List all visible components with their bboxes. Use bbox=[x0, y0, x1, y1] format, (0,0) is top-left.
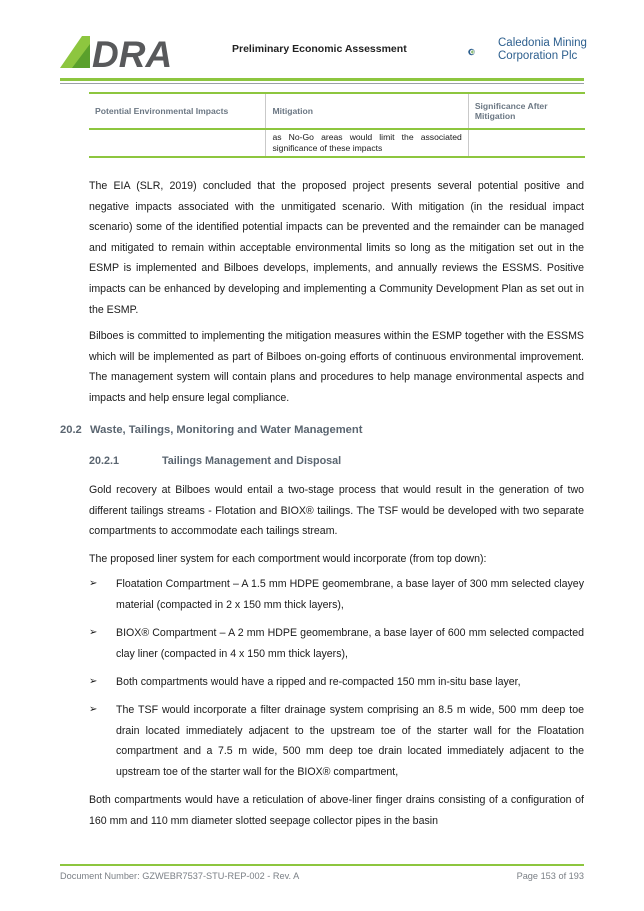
arrow-bullet-icon: ➢ bbox=[89, 578, 98, 589]
paragraph-eia-conclusion: The EIA (SLR, 2019) concluded that the proposed project presents several potential positive and negative impacts associated with the unmitigated scenario. With mitigation (in the residual impact scenario) some of the identified potential impacts can be prevented and the remainder can be managed and mitigated to remain within acceptable environmental limits so long as the mitigation set out in the ESMP is implemented and Bilboes develops, implements, and annually reviews the ESSMS. Positive impacts can be enhanced by developing and implementing a Community Development Plan as set out in the ESMP. bbox=[89, 180, 584, 316]
document-number: Document Number: GZWEBR7537-STU-REP-002 - Rev. A bbox=[60, 871, 300, 881]
list-item: ➢ BIOX® Compartment – A 2 mm HDPE geomembrane, a base layer of 600 mm selected compacted clay liner (compacted in 4 x 150 mm thick layers), bbox=[89, 623, 584, 664]
arrow-bullet-icon: ➢ bbox=[89, 676, 98, 687]
list-item: ➢ Both compartments would have a ripped and re-compacted 150 mm in-situ base layer, bbox=[89, 672, 584, 693]
document-title: Preliminary Economic Assessment bbox=[232, 43, 407, 55]
arrow-bullet-icon: ➢ bbox=[89, 627, 98, 638]
table-header-row bbox=[89, 93, 585, 129]
header-divider bbox=[60, 78, 584, 81]
caledonia-logo-text: Caledonia Mining Corporation Plc bbox=[498, 37, 587, 62]
list-item: ➢ The TSF would incorporate a filter drainage system comprising an 8.5 m wide, 500 mm deep toe drain located immediately adjacent to the upstream toe of the starter wall for the Floatation compartment and a 7.5 m wide, 500 mm deep toe drain located immediately adjacent to the upstream toe of the starter wall for the BIOX® compartment, bbox=[89, 700, 584, 782]
paragraph-liner-intro: The proposed liner system for each comportment would incorporate (from top down): bbox=[89, 553, 487, 565]
table-cell bbox=[89, 129, 266, 157]
page-number: Page 153 of 193 bbox=[516, 871, 584, 881]
header-divider-thin bbox=[60, 83, 584, 84]
column-header-significance: Significance After Mitigation bbox=[468, 93, 585, 129]
footer-divider bbox=[60, 864, 584, 866]
arrow-bullet-icon: ➢ bbox=[89, 704, 98, 715]
column-header-impacts: Potential Environmental Impacts bbox=[89, 93, 266, 129]
table-cell: as No-Go areas would limit the associated significance of these impacts bbox=[266, 129, 468, 157]
paragraph-gold-recovery: Gold recovery at Bilboes would entail a two-stage process that would result in the generation of two different tailings streams - Flotation and BIOX® tailings. The TSF would be developed with two separate compartments to accommodate each tailings stream. bbox=[89, 484, 584, 538]
svg-text:DRA: DRA bbox=[92, 34, 173, 70]
caledonia-logo-icon bbox=[468, 36, 498, 68]
subsection-heading: 20.2.1 Tailings Management and Disposal bbox=[89, 455, 342, 467]
impacts-table bbox=[89, 92, 585, 158]
page-header bbox=[0, 0, 644, 80]
list-item: ➢ Floatation Compartment – A 1.5 mm HDPE geomembrane, a base layer of 300 mm selected clayey material (compacted in 2 x 150 mm thick layers), bbox=[89, 574, 584, 615]
paragraph-finger-drains: Both compartments would have a reticulation of above-liner finger drains consisting of a configuration of 160 mm and 110 mm diameter slotted seepage collector pipes in the basin bbox=[89, 794, 584, 827]
table-row bbox=[89, 129, 585, 157]
paragraph-bilboes-commitment: Bilboes is committed to implementing the mitigation measures within the ESMP together with the ESSMS which will be implemented as part of Bilboes on-going efforts of continuous environmental improvement. The management system will contain plans and procedures to help manage environmental aspects and impacts and help ensure legal compliance. bbox=[89, 330, 584, 404]
column-header-mitigation: Mitigation bbox=[266, 93, 468, 129]
section-heading: 20.2 Waste, Tailings, Monitoring and Water Management bbox=[60, 424, 363, 436]
dra-logo bbox=[60, 34, 196, 70]
table-cell bbox=[468, 129, 585, 157]
